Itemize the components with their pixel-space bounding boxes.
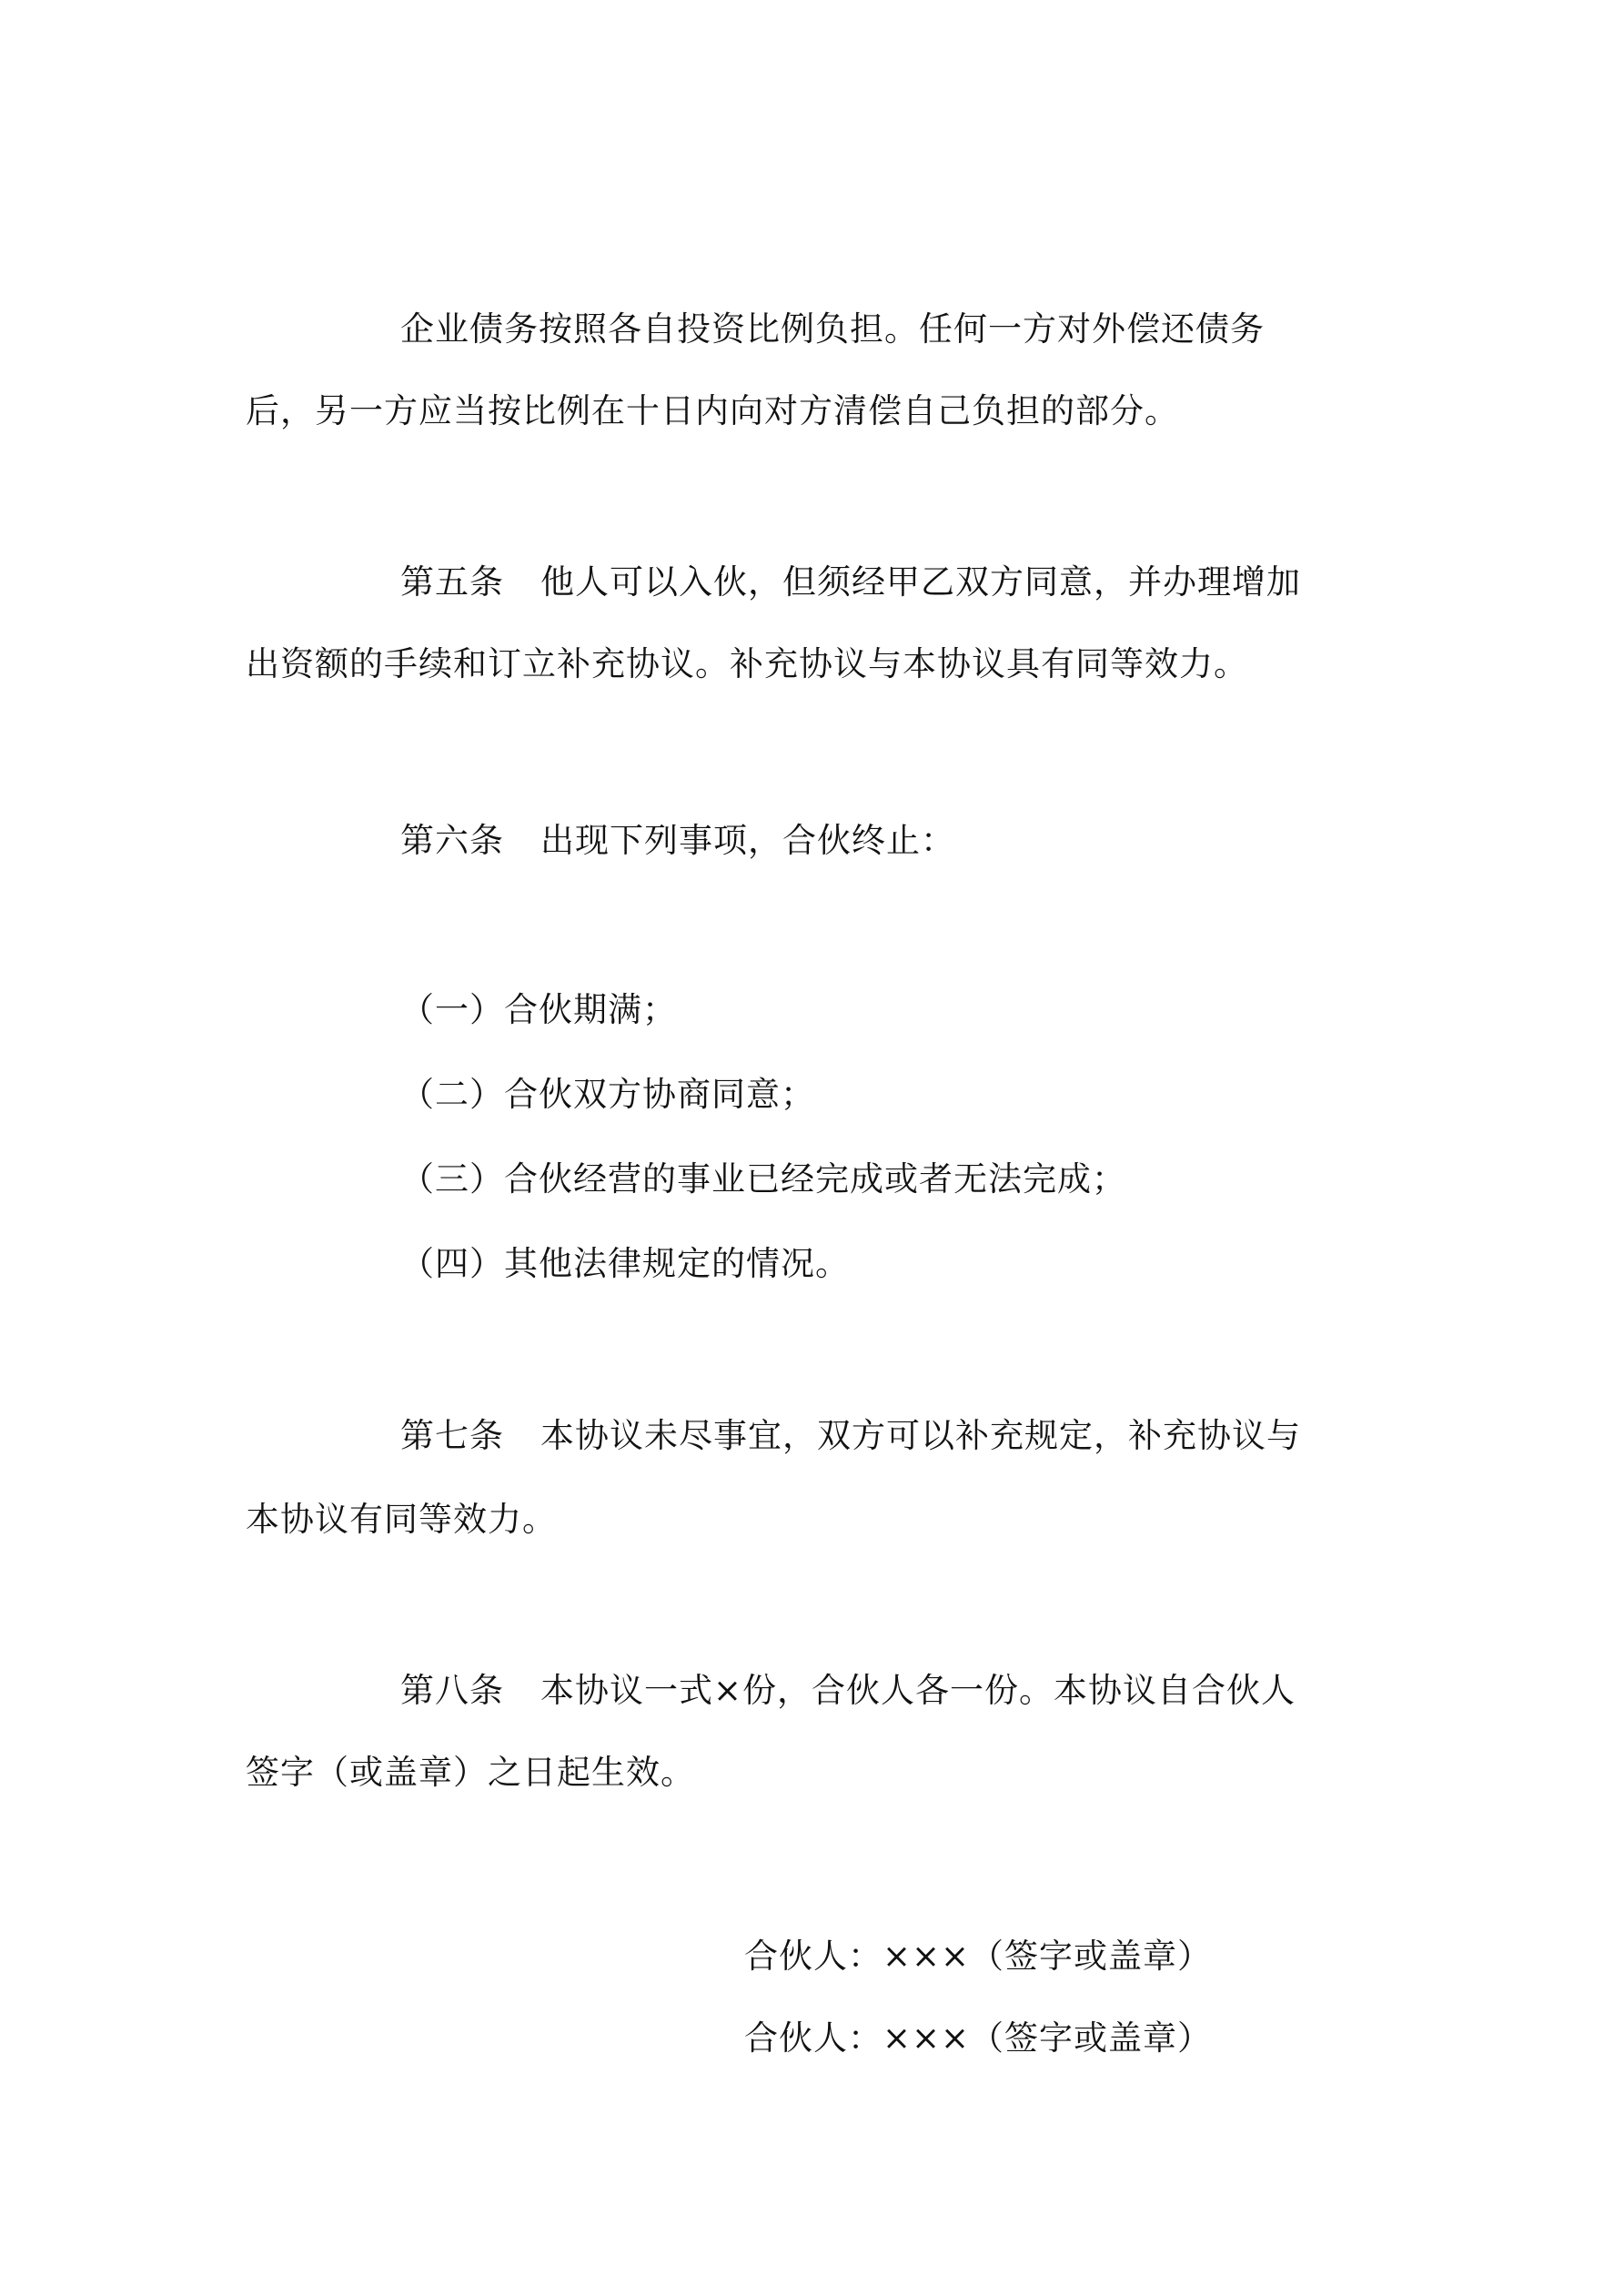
debt-paragraph-line-1: 企业债务按照各自投资比例负担。任何一方对外偿还债务 (400, 309, 1265, 349)
article-5-line-1 (400, 555, 1301, 610)
article-7-line-2: 本协议有同等效力。 (246, 1500, 557, 1539)
article-6-line-1 (400, 814, 955, 868)
article-8-text-1: 本协议一式×份，合伙人各一份。本协议自合伙人 (540, 1671, 1296, 1710)
article-7-title: 第七条 (400, 1416, 504, 1455)
article-8-line-2: 签字（或盖章）之日起生效。 (246, 1753, 695, 1792)
article-5-text-1: 他人可以入伙，但须经甲乙双方同意，并办理增加 (540, 562, 1301, 602)
debt-paragraph-line-2: 后，另一方应当按比例在十日内向对方清偿自己负担的部分。 (246, 391, 1179, 430)
article-5-line-2: 出资额的手续和订立补充协议。补充协议与本协议具有同等效力。 (246, 644, 1248, 683)
article-6-item-2: （二）合伙双方协商同意； (400, 1075, 815, 1114)
article-7-text-1: 本协议未尽事宜，双方可以补充规定，补充协议与 (540, 1416, 1301, 1455)
article-6-item-4: （四）其他法律规定的情况。 (400, 1244, 850, 1283)
article-8-line-1 (400, 1664, 1296, 1718)
article-6-item-3: （三）合伙经营的事业已经完成或者无法完成； (400, 1159, 1126, 1199)
signature-line-1: 合伙人：×××（签字或盖章） (744, 1937, 1213, 1976)
article-8-title: 第八条 (400, 1671, 504, 1710)
article-5-title: 第五条 (400, 562, 504, 602)
article-7-line-1 (400, 1409, 1301, 1463)
article-6-title: 第六条 (400, 821, 504, 860)
signature-line-2: 合伙人：×××（签字或盖章） (744, 2018, 1213, 2058)
article-6-item-1: （一）合伙期满； (400, 990, 677, 1029)
article-6-text-1: 出现下列事项，合伙终止： (540, 821, 955, 860)
